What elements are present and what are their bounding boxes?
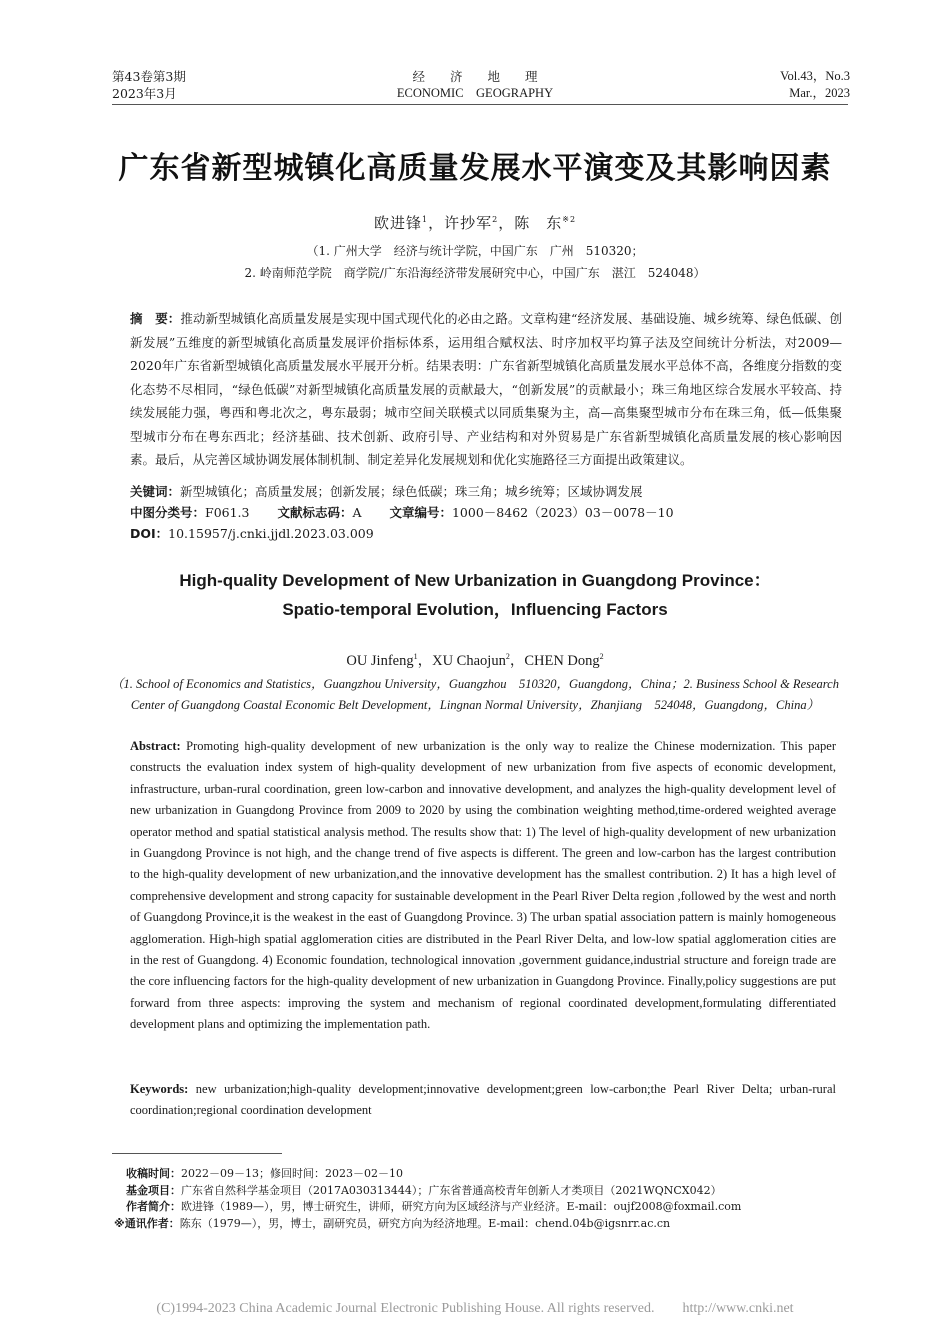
author-name-en: ，CHEN Dong [509,653,600,669]
keywords-en-text: new urbanization;high-quality development;innovative development;green low-carbon;the Pearl River Delta; urban-rural coordination;regional coordination development [130,1082,836,1118]
abstract-cn [130,307,842,472]
author-affil-mark: 2 [599,652,604,662]
author-name-en: ，XU Chaojun [417,653,506,669]
abstract-en-text: Promoting high-quality development of new urbanization is the only way to realize the Chinese modernization. This paper constructs the evaluation index system of high-quality development of new urbanization from five aspects of economic development, infrastructure, urban-rural coordination, green low-carbon and innovative development, and analyzes the high-quality development level of new urbanization in Guangdong Province from 2009 to 2020 by using the combination weighting method,time-ordered weighted average operator method and spatial statistical analysis method. The results show that: 1) The level of high-quality development of new urbanization in Guangdong Province is not high, and the change trend of five aspects is different. The green and low-carbon has the largest contribution to the high-quality development of new urbanization,and the innovative development has the smallest contribution. 2) It has a high level of comprehensive development and strong capacity for sustainable development in the Pearl River Delta region ,followed by the west and north of Guangdong Province,it is the weakest in the east of Guangdong Province. 3) The urban spatial association pattern is mainly homogeneous agglomeration. High-high spatial agglomeration cities are distributed in the Pearl River Delta, and low-low spatial agglomeration cities are in the rest of Guangdong. 4) Economic foundation, technological innovation ,government guidance,industrial structure and foreign trade are the core influencing factors for the high-quality development of new urbanization in Guangdong Province. Finally,policy suggestions are put forward from three aspects: improving the system and mechanism of regional coordinated development,formulating differentiated development plans and optimizing the implementation path. [130,739,836,1032]
author-affil-mark: ※2 [562,215,577,224]
footnote-fund [126,1183,846,1200]
journal-name-en: ECONOMIC GEOGRAPHY [396,86,554,100]
doi-value[interactable]: 10.15957/j.cnki.jjdl.2023.03.009 [168,526,374,541]
header-volume-cn: 第43卷第3期 [112,69,186,84]
header-date-cn: 2023年3月 [112,86,177,101]
paper-title-en-line1: High-quality Development of New Urbanization in Guangdong Province： [179,571,771,590]
paper-title-en [0,566,950,624]
header-date-en: Mar.，2023 [789,86,850,100]
keywords-en-label: Keywords: [130,1082,189,1096]
header-right [780,68,850,102]
author-affil-mark: 1 [421,215,429,224]
affiliation-cn-1: （1. 广州大学 经济与统计学院，中国广东 广州 510320； [306,244,644,258]
author-separator: ， [498,214,515,232]
corresponding-label: ※通讯作者： [114,1216,180,1230]
classification-line [130,503,842,523]
author-name: 欧进锋 [373,214,422,232]
footnotes [114,1166,846,1232]
author-affil-mark: 2 [492,215,499,224]
abstract-cn-text: 推动新型城镇化高质量发展是实现中国式现代化的必由之路。文章构建“经济发展、基础设施、城乡统筹、绿色低碳、创新发展”五维度的新型城镇化高质量发展评价指标体系，运用组合赋权法、时序加权平均算子法及空间统计分析法，对2009—2020年广东省新型城镇化高质量发展水平展开分析。结果表明：广东省新型城镇化高质量发展水平总体不高，各维度分指数的变化态势不尽相同，“绿色低碳”对新型城镇化高质量发展的贡献最大，“创新发展”的贡献最小；珠三角地区综合发展水平较高、持续发展能力强，粤西和粤北次之，粤东最弱；城市空间关联模式以同质集聚为主，高—高集聚型城市分布在珠三角，低—低集聚型城市分布在粤东西北；经济基础、技术创新、政府引导、产业结构和对外贸易是广东省新型城镇化高质量发展的核心影响因素。最后，从完善区域协调发展体制机制、制定差异化发展规划和优化实施路径三方面提出政策建议。 [130,311,842,467]
paper-title-en-line2: Spatio-temporal Evolution，Influencing Factors [282,600,668,619]
received-label: 收稿时间： [126,1167,181,1180]
footnote-author [126,1199,846,1216]
fund-value: 广东省自然科学基金项目（2017A030313444）；广东省普通高校青年创新人才类项目（2021WQNCX042） [181,1183,722,1197]
abstract-en-label: Abstract: [130,739,181,753]
footnote-divider [112,1153,282,1154]
keywords-cn [130,482,842,502]
article-no-label: 文章编号： [389,505,452,520]
footnote-corresponding [114,1216,846,1233]
copyright-notice: (C)1994-2023 China Academic Journal Electronic Publishing House. All rights reserved. http://www.cnki.net [156,1301,794,1316]
footnote-received [126,1166,846,1183]
article-no-value: 1000－8462（2023）03－0078－10 [451,505,674,520]
clc-label: 中图分类号： [130,505,206,520]
author-name-en: OU Jinfeng [346,653,414,669]
doi-line [130,524,842,544]
doc-code-label: 文献标志码： [277,505,353,520]
doi-label: DOI： [130,526,169,541]
fund-label: 基金项目： [126,1183,181,1197]
clc-value: F061.3 [205,505,250,520]
keywords-cn-text: 新型城镇化；高质量发展；创新发展；绿色低碳；珠三角；城乡统筹；区域协调发展 [180,484,643,499]
author-separator: ， [428,214,445,232]
corresponding-value: 陈东（1979—），男，博士，副研究员，研究方向为经济地理。E-mail：chend.04b@igsnrr.ac.cn [179,1216,671,1230]
received-value: 2022－09－13；修回时间：2023－02－10 [181,1167,403,1180]
abstract-cn-label: 摘 要： [130,311,181,326]
author-bio-value: 欧进锋（1989—），男，博士研究生，讲师，研究方向为区域经济与产业经济。E-mail：oujf2008@foxmail.com [181,1200,742,1213]
author-name: 许抄军 [444,214,493,232]
paper-title-cn: 广东省新型城镇化高质量发展水平演变及其影响因素 [118,151,832,186]
abstract-en [130,736,836,1036]
author-list-en [0,649,950,670]
affiliation-cn-2: 2. 岭南师范学院 商学院/广东沿海经济带发展研究中心，中国广东 湛江 524048） [244,266,706,280]
journal-name-cn: 经 济 地 理 [412,69,538,84]
author-affil-mark: 1 [413,652,418,662]
author-list-cn [0,212,950,233]
header-divider [112,104,848,105]
author-name: 陈 东 [514,214,563,232]
affiliation-en-2: Center of Guangdong Coastal Economic Belt Development，Lingnan Normal University，Zhanjiang 524048，Guangdong，China） [130,698,820,712]
header-center [300,68,650,102]
keywords-cn-label: 关键词： [130,484,181,499]
author-affil-mark: 2 [505,652,510,662]
affiliation-en-1: （1. School of Economics and Statistics，Guangzhou University，Guangzhou 510320，Guangdong，China；2. Business School & Research [111,677,839,691]
doc-code-value: A [352,505,362,520]
author-bio-label: 作者简介： [126,1200,181,1213]
header-left [112,68,186,102]
header-volume-en: Vol.43，No.3 [780,69,850,83]
keywords-en [130,1079,836,1122]
